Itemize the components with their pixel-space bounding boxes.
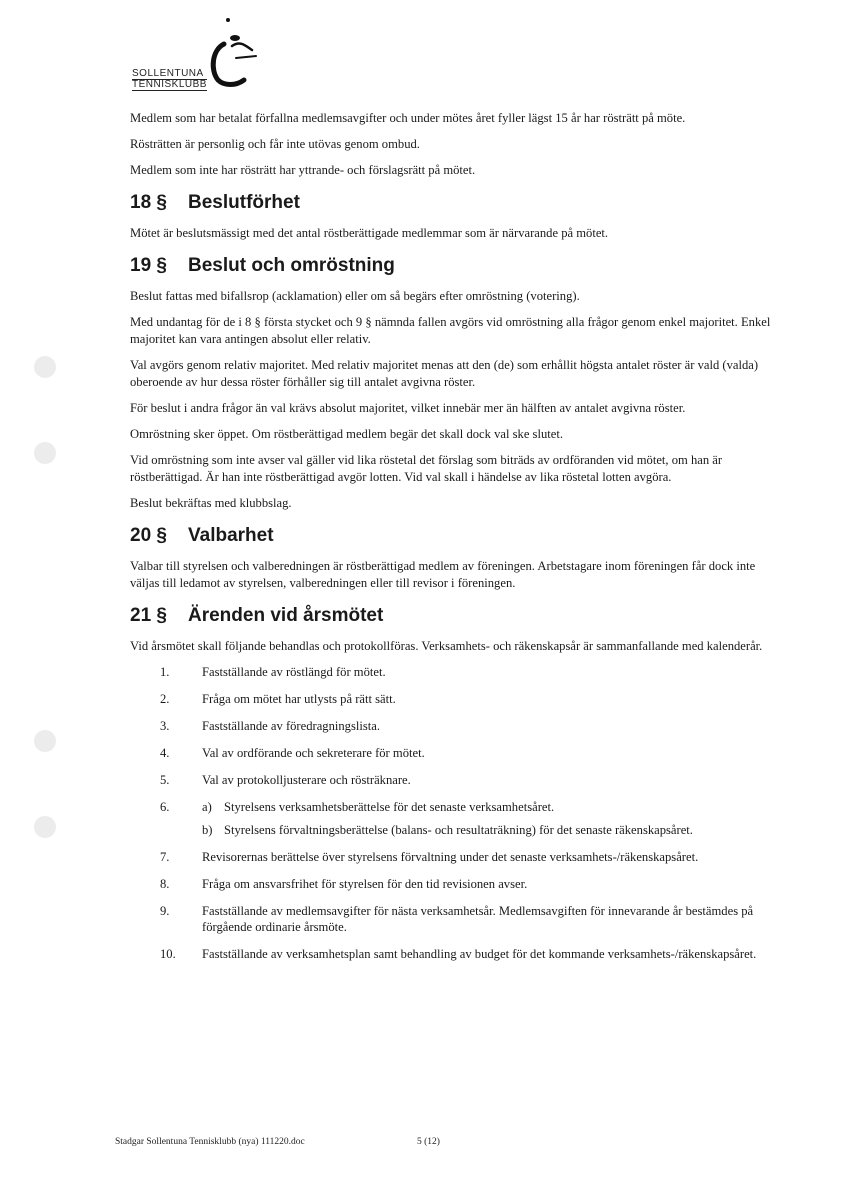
paragraph: För beslut i andra frågor än val krävs absolut majoritet, vilket innebär mer än hälften av antalet avgivna röster. [130, 401, 686, 415]
punch-hole-mark [34, 816, 56, 838]
item-text: Fastställande av röstlängd för mötet. [202, 665, 386, 679]
section-number: 19 § [130, 255, 167, 276]
paragraph: Valbar till styrelsen och valberedningen är röstberättigad medlem av föreningen. Arbetstagare inom föreningen får dock inte väljas till ledamot av styrelsen, valberedningen eller till revisor i föreningen. [130, 559, 756, 590]
item-number: 9. [160, 904, 170, 918]
sub-item-text: Styrelsens verksamhetsberättelse för det senaste verksamhetsåret. [224, 800, 555, 814]
section-title: Beslut och omröstning [188, 255, 395, 276]
paragraph: Medlem som har betalat förfallna medlemsavgifter och under mötes året fyller lägst 15 år har rösträtt på möte. [130, 111, 686, 125]
punch-hole-mark [34, 442, 56, 464]
list-item [130, 772, 775, 788]
logo-text-line2: TENNISKLUBB [132, 79, 207, 90]
item-text: Revisorernas berättelse över styrelsens förvaltning under det senaste verksamhets-/räkenskapsåret. [202, 850, 699, 864]
item-number: 2. [160, 692, 170, 706]
paragraph: Mötet är beslutsmässigt med det antal röstberättigade medlemmar som är närvarande på mötet. [130, 226, 609, 240]
section-title: Ärenden vid årsmötet [188, 605, 384, 626]
agenda-list [130, 664, 775, 962]
list-item [130, 946, 775, 962]
section-heading-18 [130, 192, 775, 214]
sub-item-label: b) [202, 823, 213, 837]
punch-hole-mark [34, 730, 56, 752]
list-item [130, 745, 775, 761]
item-number: 7. [160, 850, 170, 864]
list-item [130, 664, 775, 680]
paragraph: Beslut bekräftas med klubbslag. [130, 496, 292, 510]
section-heading-19 [130, 255, 775, 277]
section-number: 18 § [130, 192, 167, 213]
list-item [130, 903, 775, 935]
sub-item-b [202, 822, 775, 838]
item-text: Val av protokolljusterare och rösträknare. [202, 773, 411, 787]
paragraph: Omröstning sker öppet. Om röstberättigad medlem begär det skall dock val ske slutet. [130, 427, 563, 441]
list-item [130, 691, 775, 707]
paragraph: Vid årsmötet skall följande behandlas och protokollföras. Verksamhets- och räkenskapsår är sammanfallande med kalenderår. [130, 639, 763, 653]
sub-item-label: a) [202, 800, 212, 814]
item-text: Fråga om ansvarsfrihet för styrelsen för den tid revisionen avser. [202, 877, 528, 891]
section-number: 21 § [130, 605, 167, 626]
list-item [130, 876, 775, 892]
item-number: 10. [160, 947, 176, 961]
paragraph: Medlem som inte har rösträtt har yttrande- och förslagsrätt på mötet. [130, 163, 476, 177]
item-number: 3. [160, 719, 170, 733]
paragraph: Rösträtten är personlig och får inte utövas genom ombud. [130, 137, 420, 151]
section-title: Valbarhet [188, 525, 274, 546]
paragraph: Med undantag för de i 8 § första stycket och 9 § nämnda fallen avgörs vid omröstning alla frågor genom enkel majoritet. Enkel majoritet kan vara antingen absolut eller relativ. [130, 315, 771, 346]
sub-item-a [202, 799, 775, 815]
page-footer [115, 1137, 675, 1147]
list-item [130, 799, 775, 838]
item-number: 5. [160, 773, 170, 787]
item-text: Fastställande av föredragningslista. [202, 719, 381, 733]
list-item [130, 718, 775, 734]
item-text: Fastställande av medlemsavgifter för nästa verksamhetsår. Medlemsavgiften för innevarande år bestämdes på förgående ordinarie årsmöte. [202, 904, 754, 934]
footer-filename: Stadgar Sollentuna Tennisklubb (nya) 111220.doc [115, 1137, 305, 1147]
club-logo [132, 16, 282, 96]
page-number: 5 (12) [417, 1137, 440, 1147]
document-body [130, 110, 775, 973]
section-title: Beslutförhet [188, 192, 300, 213]
item-text: Fråga om mötet har utlysts på rätt sätt. [202, 692, 396, 706]
sub-item-text: Styrelsens förvaltningsberättelse (balans- och resultaträkning) för det senaste räkenskapsåret. [224, 823, 693, 837]
logo-text-line1: SOLLENTUNA [132, 68, 204, 79]
item-number: 1. [160, 665, 170, 679]
item-number: 6. [160, 800, 170, 814]
item-text: Val av ordförande och sekreterare för mötet. [202, 746, 425, 760]
item-number: 4. [160, 746, 170, 760]
punch-hole-mark [34, 356, 56, 378]
list-item [130, 849, 775, 865]
section-heading-20 [130, 525, 775, 547]
item-text: Fastställande av verksamhetsplan samt behandling av budget för det kommande verksamhets-/räkenskapsåret. [202, 947, 757, 961]
paragraph: Beslut fattas med bifallsrop (acklamation) eller om så begärs efter omröstning (votering). [130, 289, 580, 303]
section-heading-21 [130, 605, 775, 627]
paragraph: Vid omröstning som inte avser val gäller vid lika röstetal det förslag som biträds av ordföranden vid mötet, om han är röstberättigad. Är han inte röstberättigad avgör lotten. Vid val skall i händelse av lika röstetal lotten avgöra. [130, 453, 723, 484]
section-number: 20 § [130, 525, 167, 546]
paragraph: Val avgörs genom relativ majoritet. Med relativ majoritet menas att den (de) som erhållit högsta antalet röster är vald (valda) oberoende av hur dessa röster förhåller sig till antalet avgivna röster. [130, 358, 759, 389]
item-number: 8. [160, 877, 170, 891]
